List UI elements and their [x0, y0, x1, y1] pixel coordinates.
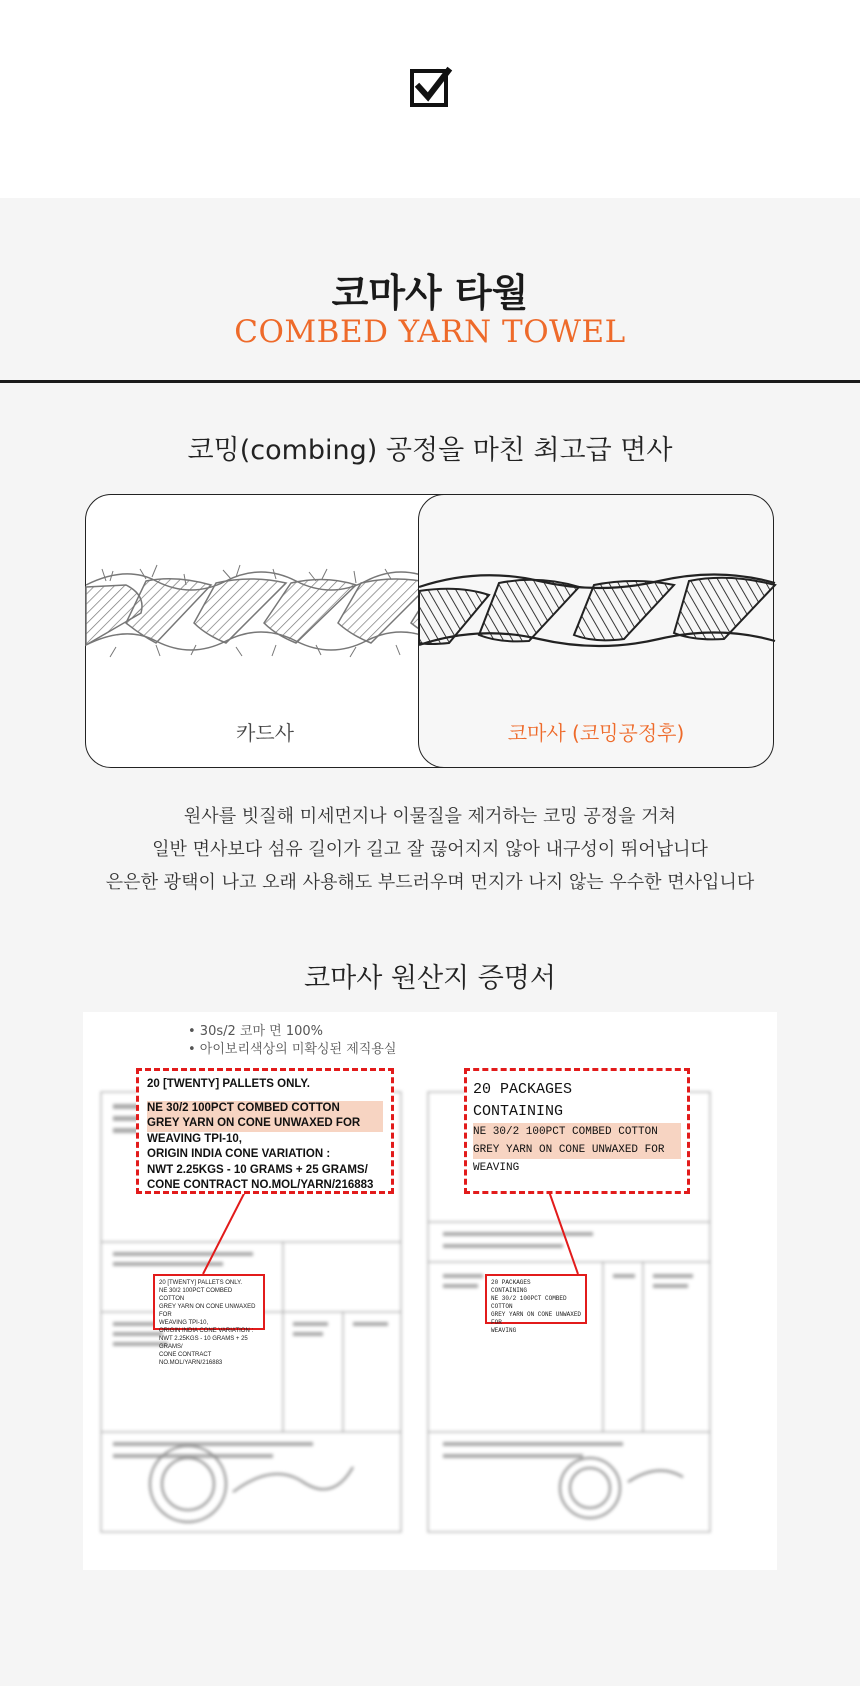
note-item: • 아이보리색상의 미확싱된 제직용실: [188, 1042, 397, 1057]
checkbox-checked-icon: [408, 66, 452, 110]
description-line: 원사를 빗질해 미세먼지나 이물질을 제거하는 코밍 공정을 거쳐: [183, 806, 677, 827]
description-line: 은은한 광택이 나고 오래 사용해도 부드러우며 먼지가 나지 않는 우수한 면사입니다: [105, 872, 755, 893]
combing-heading: 코밍(combing) 공정을 마친 최고급 면사: [187, 435, 673, 466]
description-line: 일반 면사보다 섬유 길이가 길고 잘 끊어지지 않아 내구성이 뛰어납니다: [152, 839, 708, 860]
section-title: 코마사 타월: [331, 271, 529, 315]
carded-yarn-label: 카드사: [236, 721, 294, 745]
section-subtitle: COMBED YARN TOWEL: [234, 314, 626, 350]
combed-yarn-illustration: [419, 495, 775, 695]
note-item: • 30s/2 코마 면 100%: [188, 1024, 324, 1039]
yarn-notes: [188, 1023, 396, 1059]
doc1-small-callout: 20 [TWENTY] PALLETS ONLY. NE 30/2 100PCT COMBED COTTON GREY YARN ON CONE UNWAXED FOR WEAVING TPI-10, ORIGIN INDIA CONE VARIATION : NWT 2.25KGS - 10 GRAMS + 25 GRAMS/ CONE CONTRACT NO.MOL/YARN/216883: [153, 1274, 265, 1330]
top-banner: [0, 0, 860, 198]
combing-description: [0, 800, 860, 899]
combed-yarn-card: [418, 494, 774, 768]
doc1-zoom-box: 20 [TWENTY] PALLETS ONLY. NE 30/2 100PCT COMBED COTTON GREY YARN ON CONE UNWAXED FOR WEAVING TPI-10, ORIGIN INDIA CONE VARIATION : NWT 2.25KGS - 10 GRAMS + 25 GRAMS/ CONE CONTRACT NO.MOL/YARN/216883: [136, 1068, 394, 1194]
doc2-small-callout: 20 PACKAGES CONTAINING NE 30/2 100PCT COMBED COTTON GREY YARN ON CONE UNWAXED FOR WEAVING: [485, 1274, 587, 1324]
combed-yarn-label: 코마사 (코밍공정후): [507, 721, 685, 745]
certificate-heading: 코마사 원산지 증명서: [304, 963, 556, 994]
doc2-zoom-box: 20 PACKAGES CONTAINING NE 30/2 100PCT COMBED COTTON GREY YARN ON CONE UNWAXED FOR WEAVING: [464, 1068, 690, 1194]
divider: [0, 380, 860, 383]
